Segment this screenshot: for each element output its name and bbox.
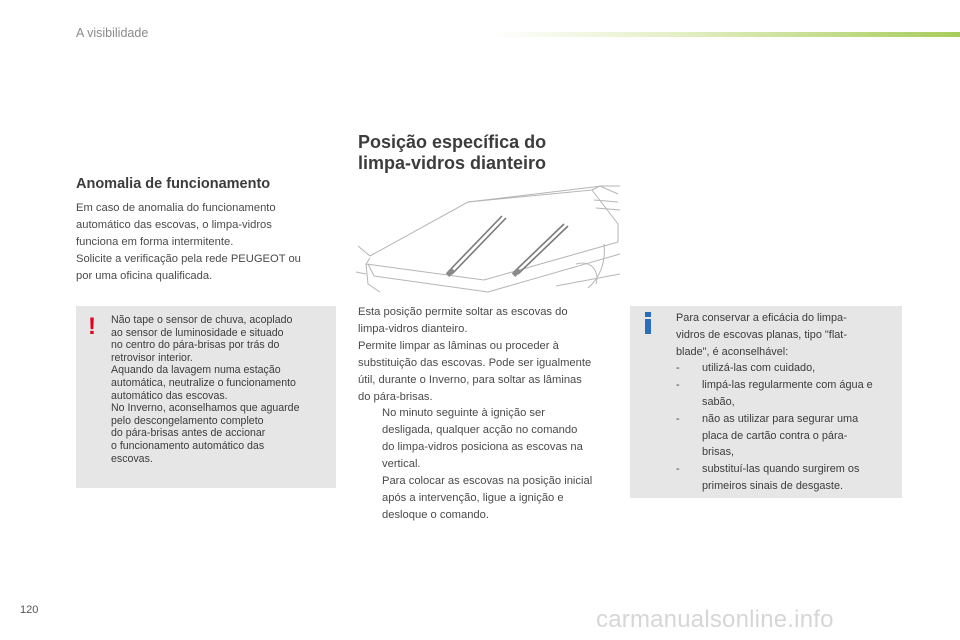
info-box — [630, 306, 902, 498]
text-line: limpa-vidros dianteiro. — [358, 323, 468, 335]
malfunction-paragraph — [76, 200, 338, 285]
dash-bullet: - — [676, 379, 680, 392]
malfunction-heading: Anomalia de funcionamento — [76, 176, 271, 192]
text-line: Aquando da lavagem numa estação — [111, 364, 281, 377]
page-number: 120 — [20, 604, 39, 616]
text-line: o funcionamento automático das — [111, 439, 265, 452]
specific-position-paragraph — [358, 304, 624, 406]
text-line: sabão, — [702, 395, 735, 408]
text-line: substituí-las quando surgirem os — [702, 463, 860, 476]
windscreen-wipers-illustration — [356, 184, 620, 294]
info-text — [676, 310, 898, 495]
text-line: brisas, — [702, 446, 735, 459]
text-line: funciona em forma intermitente. — [76, 236, 234, 248]
text-line: do limpa-vidros posiciona as escovas na — [382, 441, 583, 453]
text-line: primeiros sinais de desgaste. — [702, 479, 844, 492]
list-item — [676, 360, 898, 377]
warning-exclamation-icon: ! — [88, 313, 96, 340]
text-line: ao sensor de luminosidade e situado — [111, 326, 284, 339]
text-line: do pára-brisas antes de accionar — [111, 427, 266, 440]
dash-bullet: - — [676, 412, 680, 425]
list-item — [676, 377, 898, 411]
text-line: No minuto seguinte à ignição ser — [382, 407, 545, 419]
list-item — [676, 461, 898, 495]
text-line: Em caso de anomalia do funcionamento — [76, 202, 276, 214]
text-line: placa de cartão contra o pára- — [702, 429, 848, 442]
dash-bullet: - — [676, 362, 680, 375]
text-line: após a intervenção, ligue a ignição e — [382, 492, 564, 504]
text-line: desloque o comando. — [382, 509, 489, 521]
text-line: blade", é aconselhável: — [676, 345, 789, 358]
watermark: carmanualsonline.info — [596, 606, 834, 633]
title-line: Posição específica do — [358, 132, 547, 152]
text-line: automático das escovas. — [111, 389, 228, 402]
text-line: Para conservar a eficácia do limpa- — [676, 312, 847, 324]
text-line: Permite limpar as lâminas ou proceder à — [358, 340, 559, 352]
text-line: Solicite a verificação pela rede PEUGEOT ou — [76, 253, 301, 265]
text-line: vertical. — [382, 458, 421, 470]
instruction-list — [358, 405, 624, 524]
text-line: Para colocar as escovas na posição inicial — [382, 475, 593, 487]
page-title — [358, 132, 638, 174]
warning-text — [111, 314, 333, 465]
info-icon — [641, 312, 655, 334]
text-line: No Inverno, aconselhamos que aguarde — [111, 402, 300, 415]
section-title: A visibilidade — [76, 26, 149, 40]
list-item — [358, 405, 624, 473]
text-line: do pára-brisas. — [358, 391, 433, 403]
text-line: Esta posição permite soltar as escovas do — [358, 306, 568, 318]
text-line: substituição das escovas. Pode ser igualmente — [358, 357, 592, 369]
text-line: limpá-las regularmente com água e — [702, 379, 873, 392]
warning-box — [76, 306, 336, 488]
text-line: no centro do pára-brisas por trás do — [111, 339, 280, 352]
text-line: Não tape o sensor de chuva, acoplado — [111, 314, 293, 326]
list-item — [676, 411, 898, 461]
text-line: automática, neutralize o funcionamento — [111, 376, 296, 389]
text-line: não as utilizar para segurar uma — [702, 412, 859, 425]
text-line: escovas. — [111, 452, 153, 465]
text-line: útil, durante o Inverno, para soltar as lâminas — [358, 374, 582, 386]
text-line: utilizá-las com cuidado, — [702, 362, 816, 375]
text-line: vidros de escovas planas, tipo "flat- — [676, 328, 847, 341]
text-line: retrovisor interior. — [111, 351, 193, 364]
title-line: limpa-vidros dianteiro — [358, 153, 547, 173]
list-item — [358, 473, 624, 524]
text-line: por uma oficina qualificada. — [76, 270, 213, 282]
dash-bullet: - — [676, 463, 680, 476]
text-line: automático das escovas, o limpa-vidros — [76, 219, 272, 231]
text-line: desligada, qualquer acção no comando — [382, 424, 578, 436]
header-accent-bar — [488, 32, 960, 37]
text-line: pelo descongelamento completo — [111, 414, 264, 427]
